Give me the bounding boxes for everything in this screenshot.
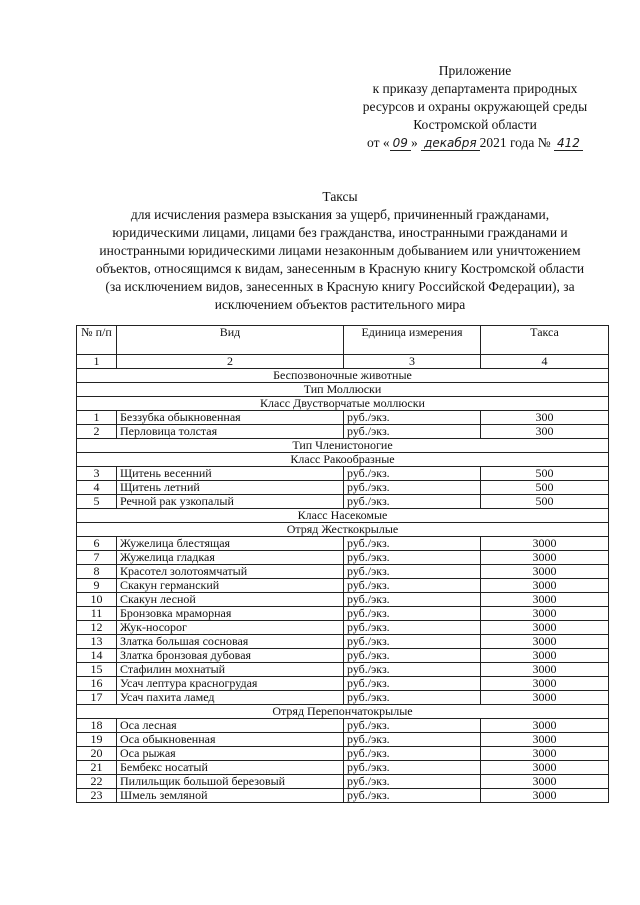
row-tax: 3000 [481,761,609,775]
row-tax: 3000 [481,691,609,705]
table-row [77,411,609,425]
row-num: 12 [77,621,117,635]
index-cell: 4 [481,355,609,369]
row-tax: 3000 [481,719,609,733]
row-num: 1 [77,411,117,425]
row-unit: руб./экз. [344,733,481,747]
section-row [77,369,609,383]
row-num: 22 [77,775,117,789]
row-unit: руб./экз. [344,677,481,691]
row-name: Бембекс носатый [117,761,344,775]
appendix-title: Приложение [438,63,512,78]
order-quote: » [410,135,418,150]
row-tax: 500 [481,495,609,509]
table-row [77,663,609,677]
row-name: Бронзовка мраморная [117,607,344,621]
row-name: Жужелица гладкая [117,551,344,565]
row-name: Речной рак узкопалый [117,495,344,509]
row-name: Пилильщик большой березовый [117,775,344,789]
section-row [77,509,609,523]
row-tax: 3000 [481,565,609,579]
table-row [77,467,609,481]
table-row [77,733,609,747]
index-cell: 2 [117,355,344,369]
appendix-line: Костромской области [413,117,537,132]
row-unit: руб./экз. [344,691,481,705]
row-name: Жук-носорог [117,621,344,635]
order-day-handwritten: 09 [390,137,411,151]
row-name: Златка большая сосновая [117,635,344,649]
row-name: Стафилин мохнатый [117,663,344,677]
section-title: Класс Насекомые [77,509,609,523]
section-title: Класс Ракообразные [77,453,609,467]
header-tax: Такса [481,326,609,355]
row-tax: 3000 [481,789,609,803]
row-unit: руб./экз. [344,621,481,635]
section-row [77,453,609,467]
table-row [77,621,609,635]
row-num: 8 [77,565,117,579]
table-row [77,607,609,621]
order-number-handwritten: 412 [554,137,583,151]
title-heading: Таксы [322,189,358,204]
row-name: Перловица толстая [117,425,344,439]
taxes-table [76,325,609,803]
row-num: 14 [77,649,117,663]
section-row [77,397,609,411]
order-month-handwritten: декабря [421,137,480,151]
order-year: 2021 года № [479,135,551,150]
row-unit: руб./экз. [344,565,481,579]
row-unit: руб./экз. [344,649,481,663]
row-name: Скакун германский [117,579,344,593]
row-unit: руб./экз. [344,761,481,775]
row-name: Оса обыкновенная [117,733,344,747]
row-name: Златка бронзовая дубовая [117,649,344,663]
appendix-line: ресурсов и охраны окружающей среды [362,99,588,114]
table-row [77,425,609,439]
section-title: Отряд Перепончатокрылые [77,705,609,719]
row-tax: 3000 [481,607,609,621]
row-name: Жужелица блестящая [117,537,344,551]
table-row [77,551,609,565]
row-tax: 3000 [481,775,609,789]
section-title: Тип Моллюски [77,383,609,397]
table-row [77,635,609,649]
title-body: для исчисления размера взыскания за ущерб, причиненный гражданами, юридическими лицами, лицами без гражданства, иностранными гражданами и иностранными юридическими лицами незаконным добыванием или уничтожением объектов, относящимся к видам, занесенным в Красную книгу Костромской области (за исключением видов, занесенных в Красную книгу Российской Федерации), за исключением объектов растительного мира [95,207,585,312]
section-title: Класс Двустворчатые моллюски [77,397,609,411]
table-row [77,677,609,691]
row-tax: 3000 [481,649,609,663]
row-unit: руб./экз. [344,551,481,565]
row-unit: руб./экз. [344,663,481,677]
row-num: 7 [77,551,117,565]
row-num: 23 [77,789,117,803]
row-num: 16 [77,677,117,691]
row-tax: 3000 [481,733,609,747]
row-tax: 3000 [481,593,609,607]
section-title: Тип Членистоногие [77,439,609,453]
row-num: 18 [77,719,117,733]
row-tax: 300 [481,425,609,439]
row-tax: 300 [481,411,609,425]
order-from: от « [367,135,390,150]
appendix-header [340,62,610,152]
row-num: 9 [77,579,117,593]
row-name: Усач лептура красногрудая [117,677,344,691]
row-num: 11 [77,607,117,621]
table-row [77,691,609,705]
index-cell: 3 [344,355,481,369]
column-index-row [77,355,609,369]
row-tax: 500 [481,481,609,495]
section-title: Отряд Жесткокрылые [77,523,609,537]
table-row [77,761,609,775]
section-row [77,523,609,537]
row-unit: руб./экз. [344,593,481,607]
row-tax: 3000 [481,663,609,677]
header-num: № п/п [77,326,117,355]
row-unit: руб./экз. [344,425,481,439]
section-row [77,383,609,397]
row-unit: руб./экз. [344,579,481,593]
row-unit: руб./экз. [344,481,481,495]
appendix-line: к приказу департамента природных [372,81,578,96]
row-tax: 3000 [481,747,609,761]
row-name: Скакун лесной [117,593,344,607]
row-num: 4 [77,481,117,495]
section-title: Беспозвоночные животные [77,369,609,383]
row-tax: 3000 [481,621,609,635]
table-row [77,481,609,495]
row-name: Беззубка обыкновенная [117,411,344,425]
row-num: 3 [77,467,117,481]
header-name: Вид [117,326,344,355]
table-row [77,747,609,761]
table-row [77,593,609,607]
row-unit: руб./экз. [344,607,481,621]
row-tax: 500 [481,467,609,481]
row-unit: руб./экз. [344,719,481,733]
row-name: Щитень весенний [117,467,344,481]
row-num: 20 [77,747,117,761]
row-num: 10 [77,593,117,607]
row-num: 5 [77,495,117,509]
row-tax: 3000 [481,579,609,593]
row-unit: руб./экз. [344,635,481,649]
header-unit: Единица измерения [344,326,481,355]
row-num: 6 [77,537,117,551]
table-row [77,565,609,579]
document-title [90,188,590,314]
table-row [77,775,609,789]
row-name: Оса рыжая [117,747,344,761]
table-row [77,649,609,663]
row-name: Щитень летний [117,481,344,495]
row-name: Усач пахита ламед [117,691,344,705]
row-unit: руб./экз. [344,789,481,803]
row-num: 15 [77,663,117,677]
row-unit: руб./экз. [344,775,481,789]
row-num: 21 [77,761,117,775]
table-row [77,789,609,803]
table-row [77,495,609,509]
row-tax: 3000 [481,677,609,691]
row-num: 2 [77,425,117,439]
row-unit: руб./экз. [344,495,481,509]
section-row [77,439,609,453]
table-header-row [77,326,609,355]
row-name: Красотел золотоямчатый [117,565,344,579]
row-tax: 3000 [481,635,609,649]
row-unit: руб./экз. [344,411,481,425]
index-cell: 1 [77,355,117,369]
order-date-line [340,134,610,152]
row-tax: 3000 [481,537,609,551]
table-row [77,719,609,733]
row-unit: руб./экз. [344,467,481,481]
table-row [77,579,609,593]
row-tax: 3000 [481,551,609,565]
row-unit: руб./экз. [344,747,481,761]
table-row [77,537,609,551]
row-num: 19 [77,733,117,747]
row-unit: руб./экз. [344,537,481,551]
row-name: Шмель земляной [117,789,344,803]
section-row [77,705,609,719]
row-name: Оса лесная [117,719,344,733]
row-num: 13 [77,635,117,649]
row-num: 17 [77,691,117,705]
